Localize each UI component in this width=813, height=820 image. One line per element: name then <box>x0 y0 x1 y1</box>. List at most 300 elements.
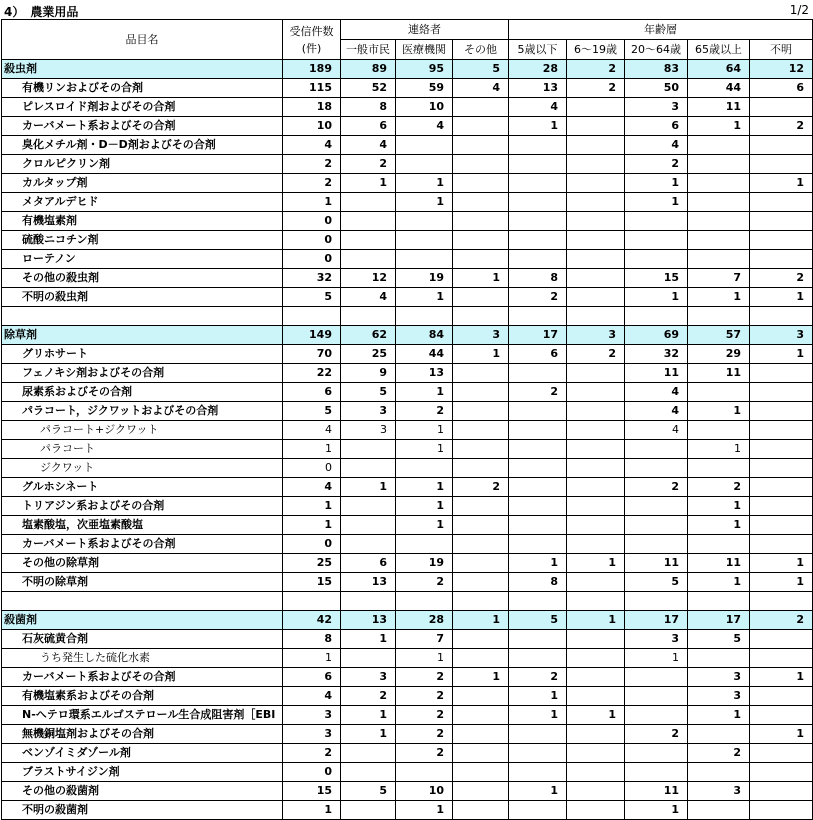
value-cell <box>750 307 813 326</box>
value-cell <box>341 763 396 782</box>
value-cell: 5 <box>509 611 567 630</box>
item-name-cell: 臭化メチル剤・D－D剤およびその合剤 <box>2 136 283 155</box>
value-cell <box>625 307 688 326</box>
value-cell <box>453 763 509 782</box>
value-cell: 1 <box>396 516 453 535</box>
value-cell: 1 <box>688 288 750 307</box>
value-cell: 95 <box>396 60 453 79</box>
value-cell <box>453 573 509 592</box>
header-contact: 連絡者 <box>341 20 509 40</box>
value-cell <box>341 592 396 611</box>
value-cell <box>509 763 567 782</box>
value-cell: 4 <box>283 478 341 497</box>
value-cell <box>567 402 625 421</box>
value-cell: 1 <box>509 706 567 725</box>
value-cell <box>453 288 509 307</box>
value-cell: 1 <box>688 402 750 421</box>
value-cell: 29 <box>688 345 750 364</box>
value-cell: 3 <box>625 98 688 117</box>
value-cell: 3 <box>625 630 688 649</box>
value-cell <box>750 155 813 174</box>
table-row <box>2 79 813 98</box>
item-name-cell: 殺菌剤 <box>2 611 283 630</box>
value-cell <box>625 535 688 554</box>
item-name-cell: 除草剤 <box>2 326 283 345</box>
value-cell: 5 <box>688 630 750 649</box>
value-cell: 2 <box>625 725 688 744</box>
value-cell: 2 <box>567 345 625 364</box>
value-cell: 2 <box>341 155 396 174</box>
value-cell <box>567 668 625 687</box>
value-cell <box>396 231 453 250</box>
item-name-cell: 有機塩素系およびその合剤 <box>2 687 283 706</box>
value-cell: 13 <box>341 573 396 592</box>
table-row <box>2 516 813 535</box>
title-line <box>0 0 813 19</box>
table-row <box>2 763 813 782</box>
value-cell <box>509 231 567 250</box>
table-header <box>2 20 813 60</box>
value-cell: 1 <box>509 117 567 136</box>
value-cell <box>567 212 625 231</box>
value-cell: 19 <box>396 269 453 288</box>
header-age-6-19: 6～19歳 <box>567 40 625 60</box>
value-cell: 2 <box>567 79 625 98</box>
item-name-cell: カーバメート系およびその合剤 <box>2 668 283 687</box>
value-cell: 1 <box>283 440 341 459</box>
value-cell: 6 <box>509 345 567 364</box>
value-cell <box>453 136 509 155</box>
value-cell: 1 <box>625 649 688 668</box>
item-name-cell: 有機リンおよびその合剤 <box>2 79 283 98</box>
value-cell: 0 <box>283 212 341 231</box>
value-cell <box>750 782 813 801</box>
value-cell <box>625 763 688 782</box>
value-cell <box>453 364 509 383</box>
value-cell: 11 <box>625 782 688 801</box>
item-name-cell: うち発生した硫化水素 <box>2 649 283 668</box>
value-cell <box>396 535 453 554</box>
value-cell <box>625 744 688 763</box>
value-cell <box>341 193 396 212</box>
table-row <box>2 155 813 174</box>
table-row <box>2 668 813 687</box>
value-cell <box>567 497 625 516</box>
value-cell <box>567 364 625 383</box>
item-name-cell: グルホシネート <box>2 478 283 497</box>
value-cell: 1 <box>283 649 341 668</box>
value-cell: 2 <box>396 687 453 706</box>
table-row <box>2 573 813 592</box>
value-cell: 2 <box>625 155 688 174</box>
value-cell: 2 <box>509 383 567 402</box>
value-cell <box>509 421 567 440</box>
table-row <box>2 744 813 763</box>
value-cell <box>453 630 509 649</box>
value-cell <box>453 440 509 459</box>
value-cell: 1 <box>396 497 453 516</box>
value-cell: 2 <box>396 402 453 421</box>
table-row <box>2 383 813 402</box>
value-cell <box>509 649 567 668</box>
value-cell <box>750 402 813 421</box>
value-cell <box>625 231 688 250</box>
value-cell <box>688 421 750 440</box>
value-cell: 6 <box>341 117 396 136</box>
value-cell <box>625 497 688 516</box>
value-cell <box>567 155 625 174</box>
value-cell <box>509 136 567 155</box>
value-cell <box>750 592 813 611</box>
value-cell: 2 <box>688 744 750 763</box>
value-cell: 25 <box>341 345 396 364</box>
value-cell <box>453 212 509 231</box>
value-cell: 1 <box>625 288 688 307</box>
value-cell <box>750 250 813 269</box>
value-cell: 89 <box>341 60 396 79</box>
table-row <box>2 801 813 820</box>
header-count <box>283 20 341 60</box>
value-cell <box>688 155 750 174</box>
value-cell <box>688 725 750 744</box>
value-cell: 4 <box>283 421 341 440</box>
table-row <box>2 98 813 117</box>
value-cell: 2 <box>396 725 453 744</box>
value-cell: 25 <box>283 554 341 573</box>
value-cell: 1 <box>283 193 341 212</box>
value-cell <box>509 516 567 535</box>
value-cell <box>453 592 509 611</box>
value-cell <box>625 592 688 611</box>
table-row <box>2 174 813 193</box>
value-cell <box>453 155 509 174</box>
value-cell <box>567 573 625 592</box>
value-cell <box>509 725 567 744</box>
value-cell: 44 <box>396 345 453 364</box>
value-cell: 115 <box>283 79 341 98</box>
value-cell: 4 <box>625 402 688 421</box>
value-cell <box>567 250 625 269</box>
value-cell <box>567 744 625 763</box>
item-name-cell: メタアルデヒド <box>2 193 283 212</box>
value-cell: 6 <box>750 79 813 98</box>
item-name-cell: パラコート+ジクワット <box>2 421 283 440</box>
value-cell: 2 <box>283 155 341 174</box>
value-cell: 1 <box>750 554 813 573</box>
value-cell <box>453 649 509 668</box>
value-cell <box>453 117 509 136</box>
item-name-cell: 塩素酸塩，次亜塩素酸塩 <box>2 516 283 535</box>
value-cell <box>750 744 813 763</box>
item-name-cell: ジクワット <box>2 459 283 478</box>
item-name-cell: ブラストサイジン剤 <box>2 763 283 782</box>
value-cell: 7 <box>688 269 750 288</box>
value-cell <box>567 117 625 136</box>
value-cell: 1 <box>509 687 567 706</box>
value-cell <box>750 421 813 440</box>
table-row <box>2 554 813 573</box>
value-cell <box>509 744 567 763</box>
value-cell <box>567 440 625 459</box>
value-cell <box>567 535 625 554</box>
value-cell: 12 <box>750 60 813 79</box>
header-age-unknown: 不明 <box>750 40 813 60</box>
value-cell: 6 <box>341 554 396 573</box>
value-cell <box>688 535 750 554</box>
value-cell: 1 <box>750 174 813 193</box>
value-cell: 3 <box>283 725 341 744</box>
value-cell <box>567 193 625 212</box>
value-cell <box>509 174 567 193</box>
value-cell: 2 <box>283 744 341 763</box>
value-cell: 10 <box>396 98 453 117</box>
value-cell: 10 <box>396 782 453 801</box>
table-row <box>2 687 813 706</box>
spacer-row <box>2 592 813 611</box>
value-cell: 1 <box>625 193 688 212</box>
value-cell <box>396 155 453 174</box>
header-age-65plus: 65歳以上 <box>688 40 750 60</box>
value-cell <box>688 383 750 402</box>
value-cell <box>283 307 341 326</box>
value-cell: 1 <box>396 478 453 497</box>
value-cell: 6 <box>283 668 341 687</box>
value-cell: 1 <box>625 174 688 193</box>
value-cell: 10 <box>283 117 341 136</box>
value-cell: 17 <box>688 611 750 630</box>
value-cell: 4 <box>625 136 688 155</box>
value-cell <box>567 288 625 307</box>
header-age-under5: 5歳以下 <box>509 40 567 60</box>
value-cell <box>625 687 688 706</box>
value-cell: 1 <box>688 117 750 136</box>
value-cell <box>341 535 396 554</box>
value-cell <box>750 649 813 668</box>
value-cell <box>453 497 509 516</box>
value-cell: 69 <box>625 326 688 345</box>
table-row <box>2 478 813 497</box>
item-name-cell: グリホサート <box>2 345 283 364</box>
value-cell: 44 <box>688 79 750 98</box>
value-cell <box>341 801 396 820</box>
value-cell: 1 <box>341 706 396 725</box>
value-cell <box>396 136 453 155</box>
value-cell <box>509 592 567 611</box>
value-cell: 42 <box>283 611 341 630</box>
category-row <box>2 60 813 79</box>
value-cell <box>453 744 509 763</box>
value-cell <box>688 649 750 668</box>
value-cell <box>341 497 396 516</box>
value-cell <box>750 459 813 478</box>
value-cell: 2 <box>283 174 341 193</box>
item-name-cell: ピレスロイド剤およびその合剤 <box>2 98 283 117</box>
value-cell <box>688 801 750 820</box>
value-cell: 2 <box>509 288 567 307</box>
value-cell <box>509 307 567 326</box>
item-name-cell: パラコート，ジクワットおよびその合剤 <box>2 402 283 421</box>
value-cell: 1 <box>750 573 813 592</box>
value-cell: 4 <box>453 79 509 98</box>
value-cell <box>509 212 567 231</box>
value-cell: 1 <box>283 497 341 516</box>
value-cell: 1 <box>688 516 750 535</box>
value-cell: 28 <box>396 611 453 630</box>
value-cell: 62 <box>341 326 396 345</box>
value-cell: 64 <box>688 60 750 79</box>
value-cell <box>509 250 567 269</box>
value-cell: 1 <box>341 630 396 649</box>
value-cell <box>750 630 813 649</box>
item-name-cell: 硫酸ニコチン剤 <box>2 231 283 250</box>
value-cell <box>509 402 567 421</box>
header-age-20-64: 20～64歳 <box>625 40 688 60</box>
value-cell: 6 <box>283 383 341 402</box>
value-cell: 2 <box>688 478 750 497</box>
value-cell: 12 <box>341 269 396 288</box>
item-name-cell: カーバメート系およびその合剤 <box>2 117 283 136</box>
value-cell <box>453 174 509 193</box>
value-cell <box>688 231 750 250</box>
header-count-line2: (件) <box>301 41 322 55</box>
value-cell: 13 <box>509 79 567 98</box>
value-cell <box>453 250 509 269</box>
value-cell: 3 <box>283 706 341 725</box>
value-cell <box>453 725 509 744</box>
value-cell: 5 <box>283 402 341 421</box>
value-cell <box>567 231 625 250</box>
item-name-cell: 石灰硫黄合剤 <box>2 630 283 649</box>
table-row <box>2 136 813 155</box>
value-cell: 189 <box>283 60 341 79</box>
table-row <box>2 117 813 136</box>
header-contact-public: 一般市民 <box>341 40 396 60</box>
value-cell <box>750 706 813 725</box>
value-cell <box>625 459 688 478</box>
page-title: 4） 農業用品 <box>4 5 79 19</box>
value-cell: 18 <box>283 98 341 117</box>
value-cell <box>567 516 625 535</box>
value-cell <box>567 478 625 497</box>
value-cell: 2 <box>509 668 567 687</box>
value-cell: 11 <box>625 554 688 573</box>
value-cell <box>453 193 509 212</box>
item-name-cell: 不明の殺菌剤 <box>2 801 283 820</box>
value-cell <box>509 440 567 459</box>
value-cell: 15 <box>625 269 688 288</box>
item-name-cell: ベンゾイミダゾール剤 <box>2 744 283 763</box>
value-cell: 3 <box>567 326 625 345</box>
value-cell <box>453 402 509 421</box>
item-name-cell: クロルピクリン剤 <box>2 155 283 174</box>
value-cell: 1 <box>341 725 396 744</box>
value-cell <box>341 744 396 763</box>
value-cell <box>750 98 813 117</box>
table-row <box>2 459 813 478</box>
table-row <box>2 345 813 364</box>
value-cell <box>567 763 625 782</box>
statistics-table <box>1 19 813 820</box>
value-cell <box>567 459 625 478</box>
value-cell <box>453 801 509 820</box>
table-body <box>2 60 813 820</box>
value-cell: 1 <box>396 801 453 820</box>
value-cell <box>453 383 509 402</box>
value-cell: 1 <box>453 668 509 687</box>
item-name-cell: その他の殺虫剤 <box>2 269 283 288</box>
header-contact-medical: 医療機関 <box>396 40 453 60</box>
value-cell <box>396 459 453 478</box>
value-cell: 149 <box>283 326 341 345</box>
value-cell: 2 <box>625 478 688 497</box>
value-cell <box>567 649 625 668</box>
value-cell <box>453 307 509 326</box>
value-cell: 2 <box>396 668 453 687</box>
value-cell <box>509 497 567 516</box>
value-cell: 1 <box>396 440 453 459</box>
value-cell: 32 <box>283 269 341 288</box>
value-cell <box>341 212 396 231</box>
value-cell <box>509 630 567 649</box>
table-row <box>2 535 813 554</box>
value-cell: 1 <box>750 668 813 687</box>
value-cell <box>688 136 750 155</box>
value-cell: 1 <box>396 193 453 212</box>
item-name-cell: カルタップ剤 <box>2 174 283 193</box>
value-cell <box>453 459 509 478</box>
value-cell <box>567 307 625 326</box>
value-cell <box>567 421 625 440</box>
value-cell: 1 <box>453 269 509 288</box>
value-cell: 8 <box>509 269 567 288</box>
value-cell <box>341 250 396 269</box>
value-cell: 70 <box>283 345 341 364</box>
value-cell: 1 <box>396 421 453 440</box>
header-contact-other: その他 <box>453 40 509 60</box>
value-cell: 83 <box>625 60 688 79</box>
value-cell: 32 <box>625 345 688 364</box>
value-cell <box>688 193 750 212</box>
value-cell: 3 <box>688 668 750 687</box>
value-cell: 1 <box>341 174 396 193</box>
page-number: 1/2 <box>789 3 809 17</box>
value-cell: 1 <box>509 782 567 801</box>
value-cell: 4 <box>341 288 396 307</box>
value-cell <box>750 364 813 383</box>
value-cell <box>509 364 567 383</box>
value-cell: 2 <box>750 611 813 630</box>
value-cell <box>625 668 688 687</box>
value-cell: 0 <box>283 231 341 250</box>
value-cell <box>688 763 750 782</box>
value-cell: 15 <box>283 573 341 592</box>
value-cell: 1 <box>396 174 453 193</box>
value-cell: 4 <box>396 117 453 136</box>
header-count-line1: 受信件数 <box>289 24 334 38</box>
value-cell: 2 <box>750 117 813 136</box>
value-cell <box>341 440 396 459</box>
value-cell: 2 <box>396 706 453 725</box>
value-cell <box>341 307 396 326</box>
value-cell: 1 <box>283 516 341 535</box>
value-cell: 1 <box>750 345 813 364</box>
value-cell <box>750 763 813 782</box>
value-cell <box>509 155 567 174</box>
value-cell <box>341 459 396 478</box>
value-cell: 0 <box>283 763 341 782</box>
value-cell: 3 <box>750 326 813 345</box>
value-cell: 4 <box>341 136 396 155</box>
